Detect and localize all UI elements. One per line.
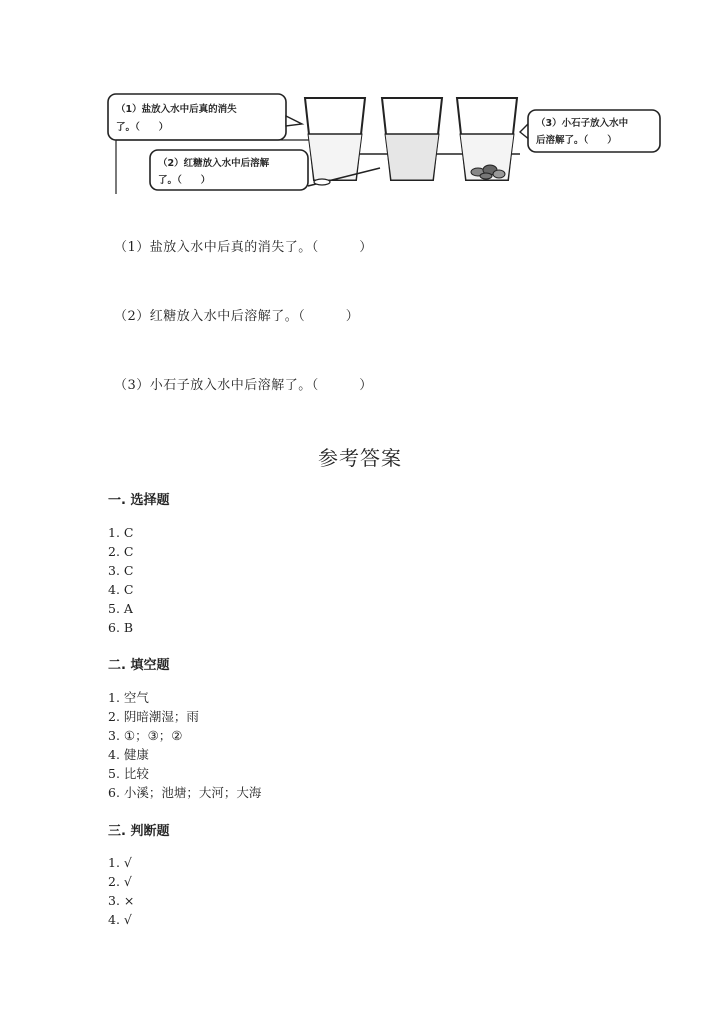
answer-item: 5. A bbox=[108, 601, 133, 616]
bubble-2-line-1: （2）红糖放入水中后溶解 bbox=[158, 158, 270, 169]
glass-3-stones bbox=[457, 98, 517, 180]
answer-item: 4. 健康 bbox=[108, 747, 149, 762]
answer-item: 5. 比较 bbox=[108, 766, 149, 781]
answer-item: 1. √ bbox=[108, 855, 132, 870]
bubble-2-line-2: 了。（ ） bbox=[158, 175, 211, 186]
section-heading-fill-blank: 二. 填空题 bbox=[108, 658, 170, 673]
bubble-3-line-2: 后溶解了。（ ） bbox=[536, 135, 617, 146]
glasses-illustration bbox=[100, 86, 680, 196]
answer-item: 3. × bbox=[108, 893, 135, 908]
answer-item: 3. ①；③；② bbox=[108, 728, 183, 743]
answer-item: 1. C bbox=[108, 525, 134, 540]
glass-1-salt bbox=[305, 98, 365, 180]
section-heading-choice: 一. 选择题 bbox=[108, 493, 170, 508]
answers-fill-blank bbox=[108, 688, 261, 802]
answer-item: 6. 小溪；池塘；大河；大海 bbox=[108, 785, 262, 800]
question-2: （2）红糖放入水中后溶解了。（ ） bbox=[114, 309, 360, 324]
answer-item: 3. C bbox=[108, 563, 134, 578]
answers-true-false bbox=[108, 853, 134, 929]
answer-item: 1. 空气 bbox=[108, 690, 149, 705]
question-3: （3）小石子放入水中后溶解了。（ ） bbox=[114, 378, 373, 393]
answers-choice bbox=[108, 523, 133, 637]
answer-item: 2. √ bbox=[108, 874, 132, 889]
speech-bubble-1 bbox=[108, 94, 302, 140]
speech-bubble-2 bbox=[150, 150, 308, 190]
answer-item: 2. 阴暗潮湿；雨 bbox=[108, 709, 199, 724]
bubble-1-line-1: （1）盐放入水中后真的消失 bbox=[116, 104, 237, 115]
answer-item: 6. B bbox=[108, 620, 134, 635]
bubble-1-line-2: 了。（ ） bbox=[116, 122, 169, 133]
speech-bubble-3 bbox=[520, 110, 660, 152]
section-heading-true-false: 三. 判断题 bbox=[108, 824, 170, 839]
answer-item: 4. √ bbox=[108, 912, 132, 927]
answer-item: 4. C bbox=[108, 582, 134, 597]
glass-2-brown-sugar bbox=[382, 98, 442, 180]
bubble-3-line-1: （3）小石子放入水中 bbox=[536, 118, 629, 129]
question-1: （1）盐放入水中后真的消失了。（ ） bbox=[114, 240, 373, 255]
answer-item: 2. C bbox=[108, 544, 134, 559]
answer-key-title: 参考答案 bbox=[318, 446, 402, 470]
